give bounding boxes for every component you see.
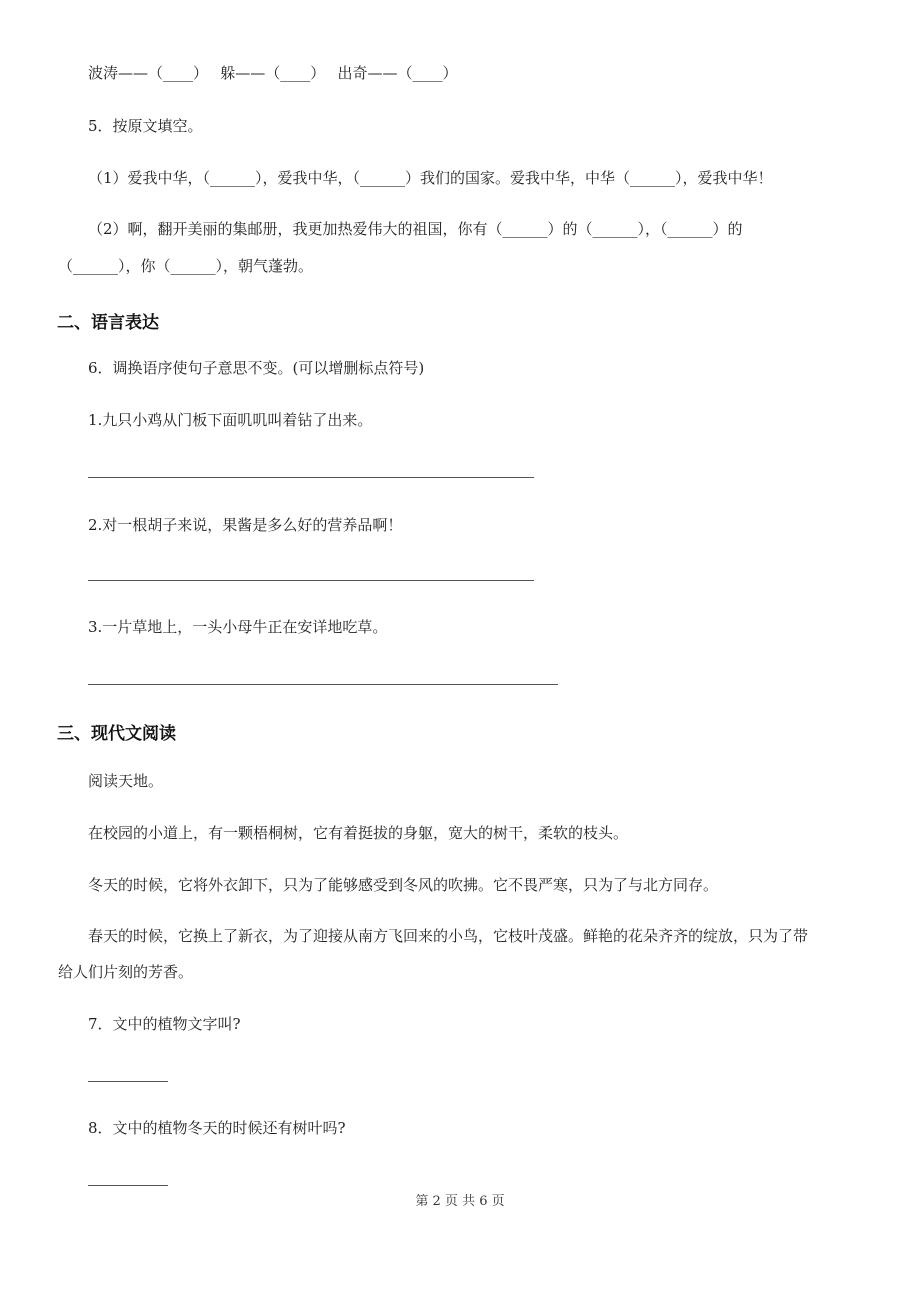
q7-stem: 7．文中的植物文字叫? — [88, 1015, 241, 1033]
section3-title: 三、现代文阅读 — [57, 724, 176, 744]
q4-word-list: 波涛——（____） 躲——（____） 出奇——（____） — [88, 64, 458, 82]
section2-title: 二、语言表达 — [57, 313, 159, 333]
answer-line-q7[interactable] — [88, 1081, 168, 1082]
reading-intro: 阅读天地。 — [88, 772, 164, 790]
q5-stem: 5．按原文填空。 — [88, 117, 203, 135]
q6-stem: 6．调换语序使句子意思不变。(可以增删标点符号) — [88, 359, 425, 377]
reading-para-1: 在校园的小道上，有一颗梧桐树，它有着挺拔的身躯，宽大的树干，柔软的枝头。 — [88, 824, 629, 842]
q6-item-3: 3.一片草地上，一头小母牛正在安详地吃草。 — [88, 618, 388, 636]
reading-para-3-line1: 春天的时候，它换上了新衣，为了迎接从南方飞回来的小鸟，它枝叶茂盛。鲜艳的花朵齐齐的绽放，只为了带 — [88, 927, 809, 945]
page-number: 第 2 页 共 6 页 — [415, 1194, 505, 1209]
reading-para-2: 冬天的时候，它将外衣卸下，只为了能够感受到冬风的吹拂。它不畏严寒，只为了与北方同存。 — [88, 876, 719, 894]
reading-para-3-line2: 给人们片刻的芳香。 — [58, 963, 194, 981]
q8-stem: 8．文中的植物冬天的时候还有树叶吗? — [88, 1119, 346, 1137]
answer-line-q8[interactable] — [88, 1185, 168, 1186]
answer-line-3[interactable] — [88, 684, 558, 685]
q5-part1: （1）爱我中华，（______），爱我中华，（______）我们的国家。爱我中华，中华（______），爱我中华！ — [88, 169, 773, 187]
answer-line-1[interactable] — [88, 477, 534, 478]
q6-item-1: 1.九只小鸡从门板下面叽叽叫着钻了出来。 — [88, 411, 373, 429]
answer-line-2[interactable] — [88, 580, 534, 581]
q5-part2-line1: （2）啊，翻开美丽的集邮册，我更加热爱伟大的祖国，你有（______）的（______），（______）的 — [88, 220, 743, 238]
q6-item-2: 2.对一根胡子来说，果酱是多么好的营养品啊！ — [88, 516, 403, 534]
q5-part2-line2: （______），你（______），朝气蓬勃。 — [58, 257, 314, 275]
